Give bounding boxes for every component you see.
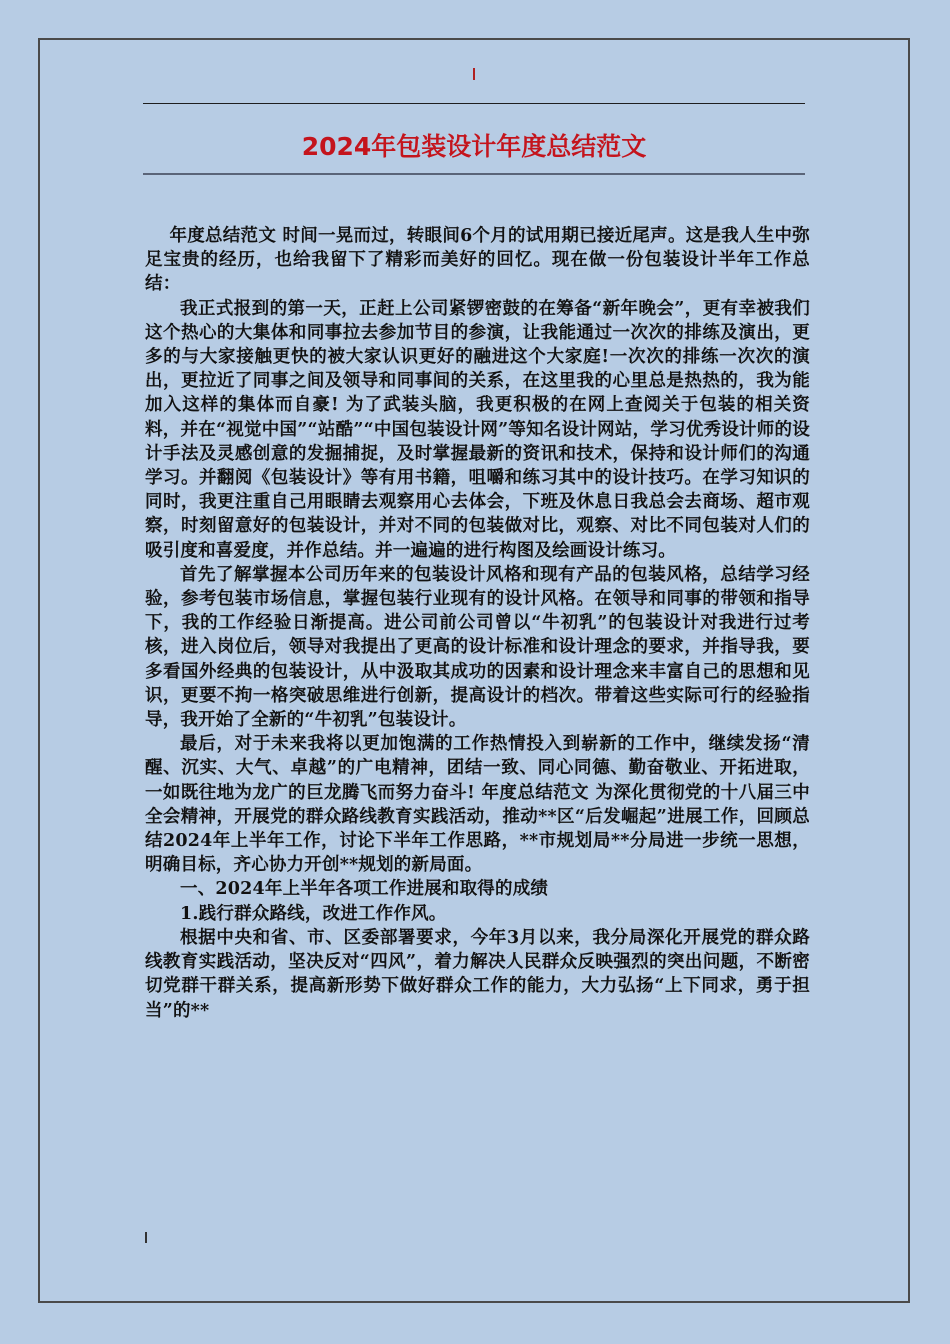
paragraph-intro: 年度总结范文 时间一晃而过，转眼间6个月的试用期已接近尾声。这是我人生中弥足宝贵的经历，也给我留下了精彩而美好的回忆。现在做一份包装设计半年工作总结： <box>145 226 810 295</box>
document-title: 2024年包装设计年度总结范文 <box>301 132 647 161</box>
paragraph-future: 最后，对于未来我将以更加饱满的工作热情投入到崭新的工作中，继续发扬“清醒、沉实、大气、卓越”的广电精神，团结一致、同心同德、勤奋敬业、开拓进取，一如既往地为龙广的巨龙腾飞而努力奋斗! 年度总结范文 为深化贯彻党的十八届三中全会精神，开展党的群众路线教育实践活动，推动**区“后发崛起”进展工作，回顾总结2024年上半年工作，讨论下半年工作思路，**市规划局**分局进一步统一思想，明确目标，齐心协力开创**规划的新局面。 <box>145 734 810 876</box>
title-underline <box>143 173 805 175</box>
section-heading-1: 一、2024年上半年各项工作进展和取得的成绩 <box>180 879 549 900</box>
document-body <box>145 224 810 1023</box>
footer-marker <box>145 1232 147 1243</box>
header-marker <box>473 68 475 80</box>
paragraph-first-day: 我正式报到的第一天，正赶上公司紧锣密鼓的在筹备“新年晚会”，更有幸被我们这个热心的大集体和同事拉去参加节目的参演，让我能通过一次次的排练及演出，更多的与大家接触更快的被大家认识更好的融进这个大家庭!一次次的排练一次次的演出，更拉近了同事之间及领导和同事间的关系，在这里我的心里总是热热的，我为能加入这样的集体而自豪! 为了武装头脑，我更积极的在网上查阅关于包装的相关资料，并在“视觉中国”“站酷”“中国包装设计网”等知名设计网站，学习优秀设计师的设计手法及灵感创意的发掘捕捉，及时掌握最新的资讯和技术，保持和设计师们的沟通学习。并翻阅《包装设计》等有用书籍，咀嚼和练习其中的设计技巧。在学习知识的同时，我更注重自己用眼睛去观察用心去体会，下班及休息日我总会去商场、超市观察，时刻留意好的包装设计，并对不同的包装做对比，观察、对比不同包装对人们的吸引度和喜爱度，并作总结。并一遍遍的进行构图及绘画设计练习。 <box>145 298 810 561</box>
paragraph-design-style: 首先了解掌握本公司历年来的包装设计风格和现有产品的包装风格，总结学习经验，参考包装市场信息，掌握包装行业现有的设计风格。在领导和同事的带领和指导下，我的工作经验日渐提高。进公司前公司曾以“牛初乳”的包装设计对我进行过考核，进入岗位后，领导对我提出了更高的设计标准和设计理念的要求，并指导我，要多看国外经典的包装设计，从中汲取其成功的因素和设计理念来丰富自己的思想和见识，更要不拘一格突破思维进行创新，提高设计的档次。带着这些实际可行的经验指导，我开始了全新的“牛初乳”包装设计。 <box>145 564 810 731</box>
header-rule <box>143 103 805 104</box>
paragraph-mass-line: 根据中央和省、市、区委部署要求，今年3月以来，我分局深化开展党的群众路线教育实践活动，坚决反对“四风”，着力解决人民群众反映强烈的突出问题，不断密切党群干群关系，提高新形势下做好群众工作的能力，大力弘扬“上下同求，勇于担当”的** <box>145 927 810 1021</box>
subsection-heading-1-1: 1.践行群众路线，改进工作作风。 <box>180 903 447 924</box>
